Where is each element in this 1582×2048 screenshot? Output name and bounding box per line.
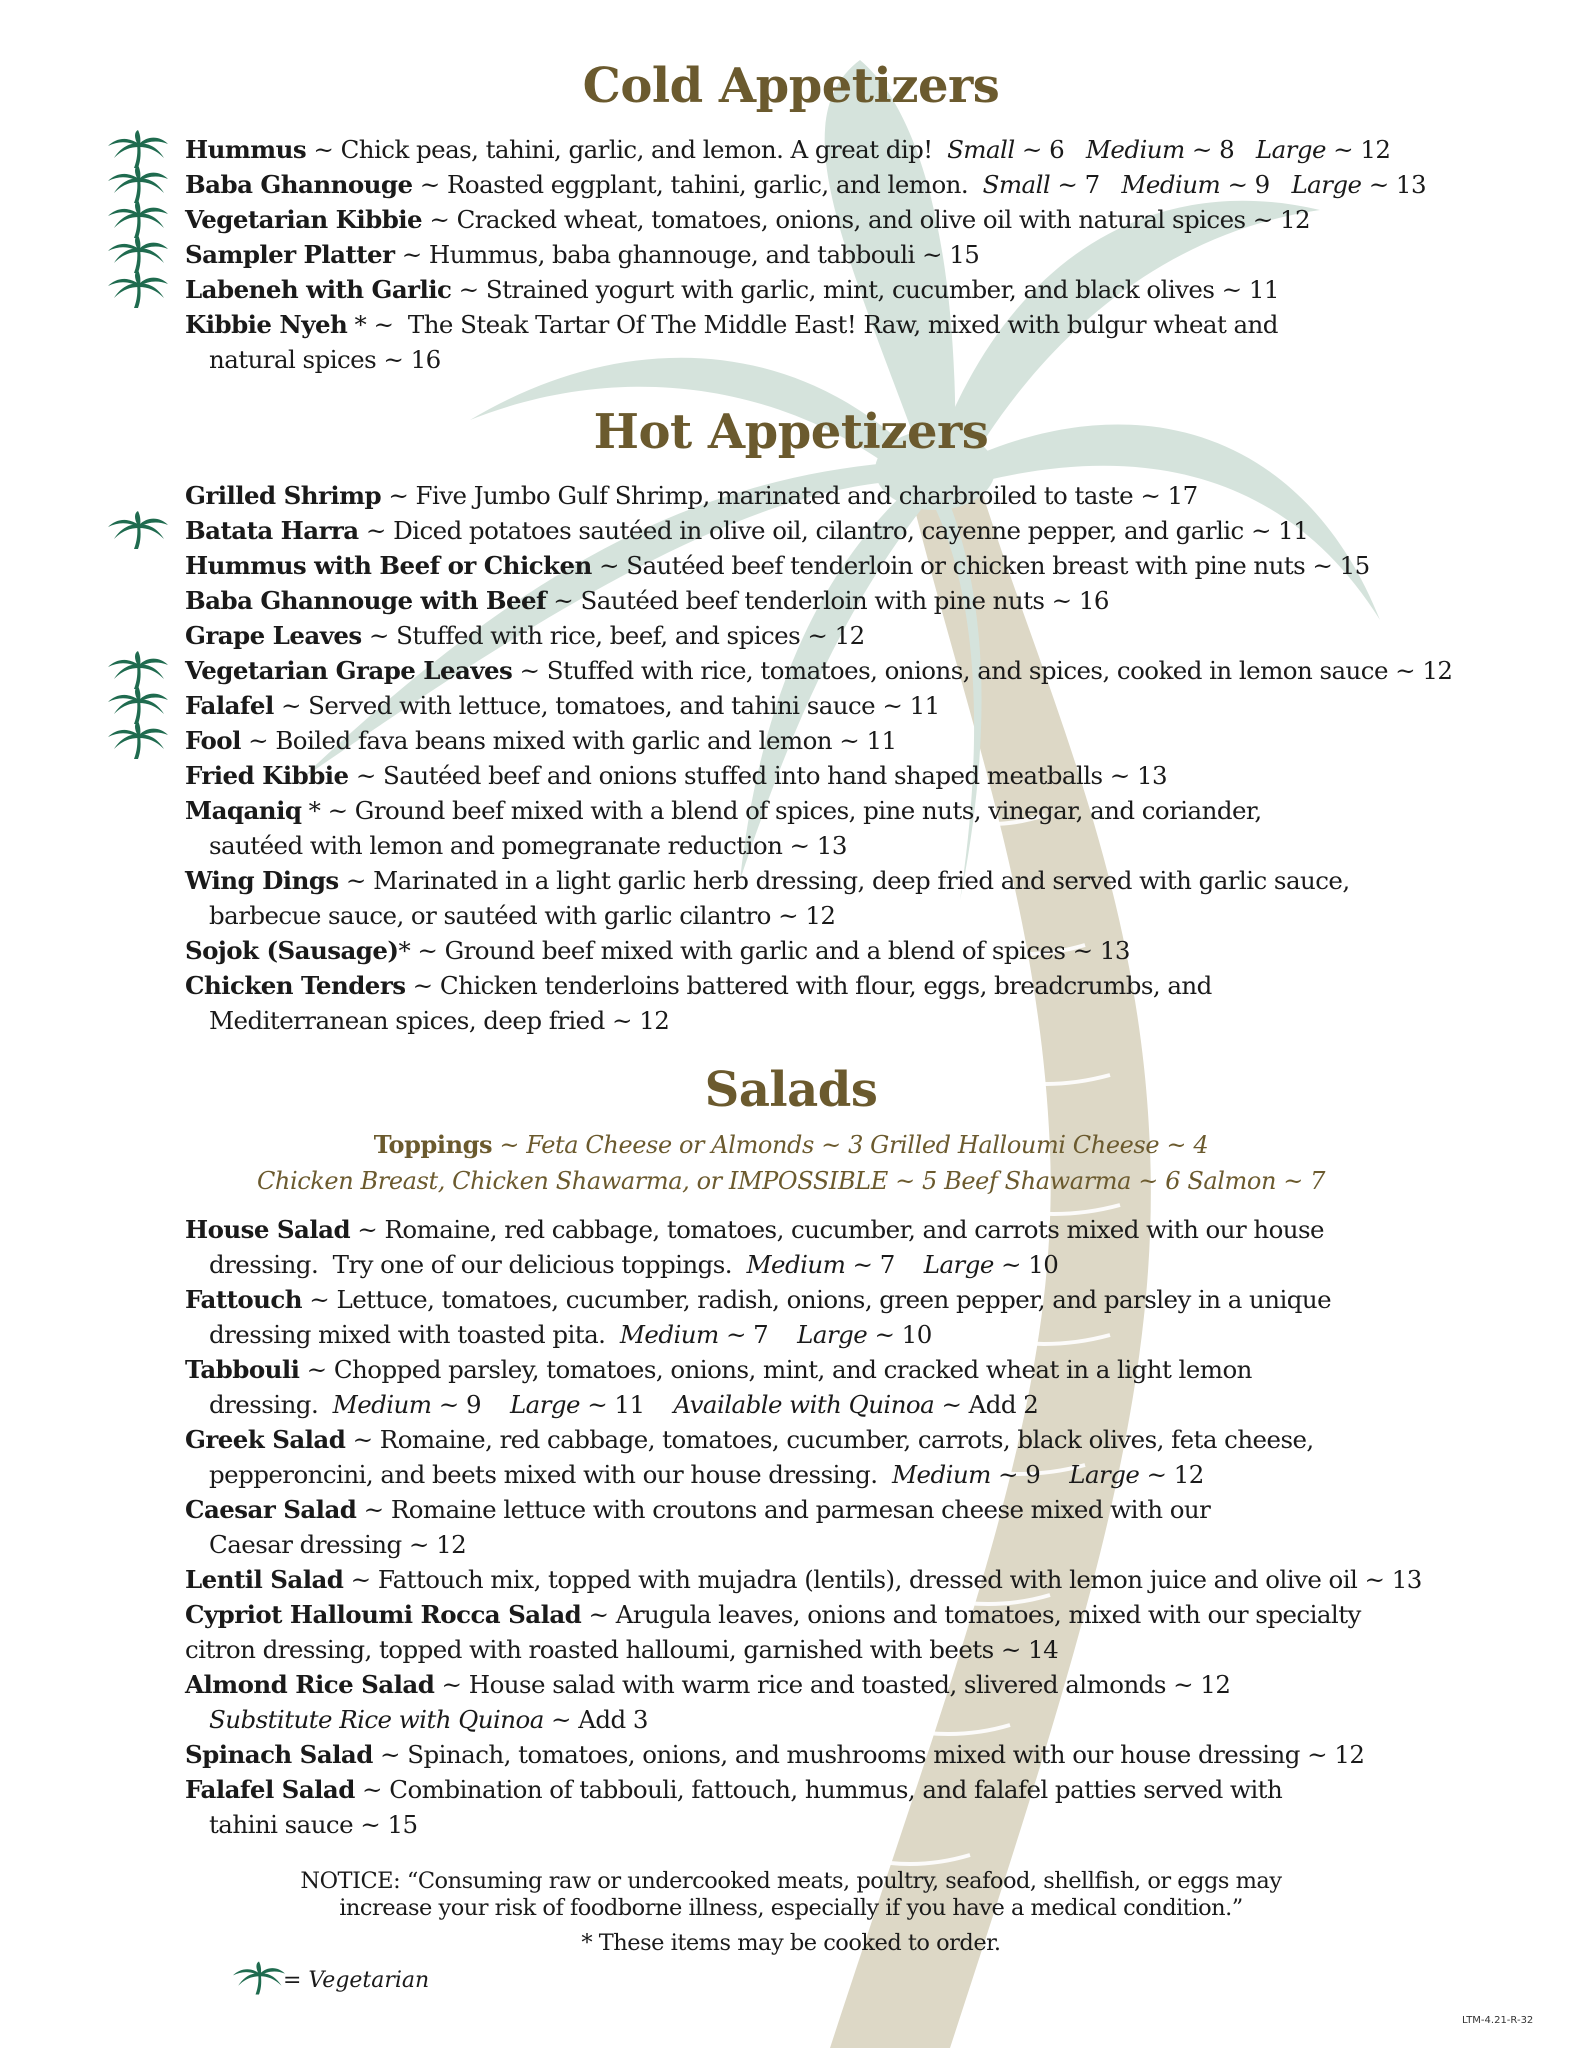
- vegetarian-palm-icon: [108, 686, 168, 724]
- menu-item-sampler-platter: Sampler Platter ~ Hummus, baba ghannouge, and tabbouli ~ 15: [185, 237, 1425, 272]
- menu-item-almond-rice-salad: Almond Rice Salad ~ House salad with warm rice and toasted, slivered almonds ~ 12 Substitute Rice with Quinoa ~ Add 3: [185, 1670, 1231, 1734]
- menu-item-falafel-salad: Falafel Salad ~ Combination of tabbouli, fattouch, hummus, and falafel patties served with tahini sauce ~ 15: [185, 1775, 1283, 1839]
- section-title-salads: Salads: [704, 1062, 878, 1118]
- menu-item-baba-ghannouge-with-beef: Baba Ghannouge with Beef ~ Sautéed beef tenderloin with pine nuts ~ 16: [185, 586, 1109, 615]
- menu-item-grape-leaves: Grape Leaves ~ Stuffed with rice, beef, and spices ~ 12: [185, 621, 865, 650]
- vegetarian-palm-icon: [108, 165, 168, 203]
- cooked-to-order-note: * These items may be cooked to order.: [581, 1930, 1001, 1956]
- vegetarian-palm-icon: [108, 511, 168, 549]
- menu-item-maqaniq: Maqaniq * ~ Ground beef mixed with a blend of spices, pine nuts, vinegar, and coriander, sautéed with lemon and pomegranate reduction ~ 13: [185, 796, 1262, 860]
- palm-tree-icon: [233, 1960, 285, 1996]
- health-notice-line-2: increase your risk of foodborne illness, especially if you have a medical condition.”: [339, 1895, 1243, 1921]
- menu-item-fattouch: Fattouch ~ Lettuce, tomatoes, cucumber, radish, onions, green pepper, and parsley in a unique dressing mixed with toasted pita. Medium ~ 7 Large ~ 10: [185, 1285, 1332, 1349]
- menu-item-fool: Fool ~ Boiled fava beans mixed with garlic and lemon ~ 11: [185, 723, 1425, 758]
- vegetarian-palm-icon: [108, 235, 168, 273]
- menu-item-chicken-tenders: Chicken Tenders ~ Chicken tenderloins battered with flour, eggs, breadcrumbs, and Mediterranean spices, deep fried ~ 12: [185, 971, 1212, 1035]
- salad-toppings-line-2: Chicken Breast, Chicken Shawarma, or IMPOSSIBLE ~ 5 Beef Shawarma ~ 6 Salmon ~ 7: [256, 1167, 1326, 1195]
- menu-item-sojok: Sojok (Sausage)* ~ Ground beef mixed with garlic and a blend of spices ~ 13: [185, 936, 1130, 965]
- vegetarian-palm-icon: [108, 721, 168, 759]
- menu-item-vegetarian-grape-leaves: Vegetarian Grape Leaves ~ Stuffed with rice, tomatoes, onions, and spices, cooked in lemon sauce ~ 12: [185, 653, 1425, 688]
- menu-item-vegetarian-kibbie: Vegetarian Kibbie ~ Cracked wheat, tomatoes, onions, and olive oil with natural spices ~ 12: [185, 202, 1425, 237]
- cold-appetizers-list: [185, 132, 1425, 377]
- menu-item-kibbie-nyeh: Kibbie Nyeh * ~ The Steak Tartar Of The Middle East! Raw, mixed with bulgur wheat and natural spices ~ 16: [185, 310, 1278, 374]
- menu-item-baba-ghannouge: Baba Ghannouge ~ Roasted eggplant, tahini, garlic, and lemon. Small ~ 7 Medium ~ 9 Large ~ 13: [185, 167, 1425, 202]
- legend-label: = Vegetarian: [283, 1968, 430, 1993]
- health-notice-line-1: NOTICE: “Consuming raw or undercooked meats, poultry, seafood, shellfish, or eggs may: [300, 1868, 1282, 1894]
- menu-item-grilled-shrimp: Grilled Shrimp ~ Five Jumbo Gulf Shrimp, marinated and charbroiled to taste ~ 17: [185, 481, 1198, 510]
- menu-item-batata-harra: Batata Harra ~ Diced potatoes sautéed in olive oil, cilantro, cayenne pepper, and garlic ~ 11: [185, 513, 1425, 548]
- menu-item-falafel: Falafel ~ Served with lettuce, tomatoes, and tahini sauce ~ 11: [185, 688, 1425, 723]
- menu-item-caesar-salad: Caesar Salad ~ Romaine lettuce with croutons and parmesan cheese mixed with our Caesar dressing ~ 12: [185, 1495, 1211, 1559]
- section-title-cold-appetizers: Cold Appetizers: [582, 58, 1000, 114]
- menu-item-wing-dings: Wing Dings ~ Marinated in a light garlic herb dressing, deep fried and served with garlic sauce, barbecue sauce, or sautéed with garlic cilantro ~ 12: [185, 866, 1350, 930]
- vegetarian-palm-icon: [108, 651, 168, 689]
- hot-appetizers-list: [185, 478, 1453, 1038]
- menu-item-fried-kibbie: Fried Kibbie ~ Sautéed beef and onions stuffed into hand shaped meatballs ~ 13: [185, 761, 1168, 790]
- section-title-hot-appetizers: Hot Appetizers: [593, 404, 989, 460]
- salad-toppings-line-1: Toppings ~ Feta Cheese or Almonds ~ 3 Grilled Halloumi Cheese ~ 4: [373, 1130, 1209, 1159]
- menu-item-tabbouli: Tabbouli ~ Chopped parsley, tomatoes, onions, mint, and cracked wheat in a light lemon dressing. Medium ~ 9 Large ~ 11 Available with Quinoa ~ Add 2: [185, 1355, 1252, 1419]
- menu-code: LTM-4.21-R-32: [1462, 2015, 1534, 2026]
- menu-item-lentil-salad: Lentil Salad ~ Fattouch mix, topped with mujadra (lentils), dressed with lemon juice and olive oil ~ 13: [185, 1565, 1422, 1594]
- vegetarian-palm-icon: [108, 200, 168, 238]
- vegetarian-palm-icon: [108, 130, 168, 168]
- menu-item-labeneh-with-garlic: Labeneh with Garlic ~ Strained yogurt with garlic, mint, cucumber, and black olives ~ 11: [185, 272, 1425, 307]
- salads-list: [185, 1212, 1425, 1842]
- menu-item-hummus: Hummus ~ Chick peas, tahini, garlic, and lemon. A great dip! Small ~ 6 Medium ~ 8 Large ~ 12: [185, 132, 1425, 167]
- menu-item-hummus-with-beef-or-chicken: Hummus with Beef or Chicken ~ Sautéed beef tenderloin or chicken breast with pine nuts ~ 15: [185, 551, 1370, 580]
- menu-item-spinach-salad: Spinach Salad ~ Spinach, tomatoes, onions, and mushrooms mixed with our house dressing ~ 12: [185, 1740, 1365, 1769]
- menu-item-cypriot-halloumi-rocca-salad: Cypriot Halloumi Rocca Salad ~ Arugula leaves, onions and tomatoes, mixed with our specialty citron dressing, topped with roasted halloumi, garnished with beets ~ 14: [185, 1600, 1361, 1664]
- menu-item-greek-salad: Greek Salad ~ Romaine, red cabbage, tomatoes, cucumber, carrots, black olives, feta cheese, pepperoncini, and beets mixed with our house dressing. Medium ~ 9 Large ~ 12: [185, 1425, 1314, 1489]
- vegetarian-palm-icon: [108, 270, 168, 308]
- menu-item-house-salad: House Salad ~ Romaine, red cabbage, tomatoes, cucumber, and carrots mixed with our house dressing. Try one of our delicious toppings. Medium ~ 7 Large ~ 10: [185, 1215, 1325, 1279]
